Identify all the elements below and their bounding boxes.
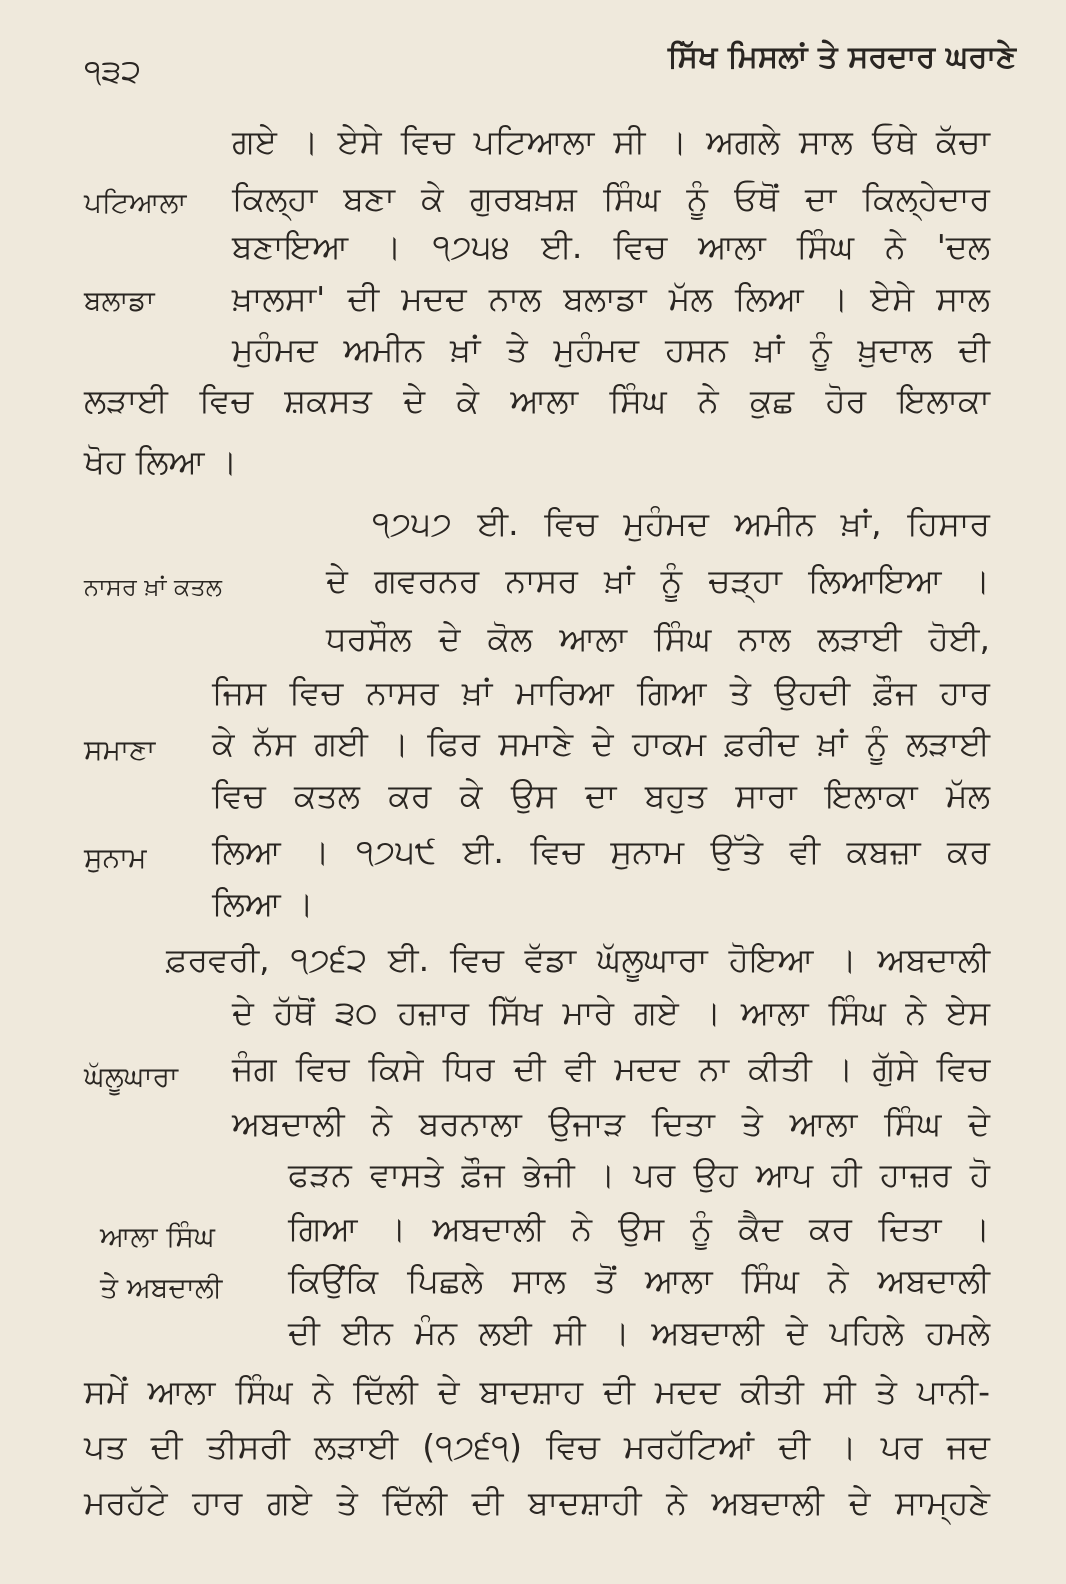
text-line: ਧਰਸੌਲ ਦੇ ਕੋਲ ਆਲਾ ਸਿੰਘ ਨਾਲ ਲੜਾਈ ਹੋਈ, bbox=[326, 619, 990, 658]
margin-note-patiala: ਪਟਿਆਲਾ bbox=[84, 186, 187, 219]
text-line: ਮੁਹੰਮਦ ਅਮੀਨ ਖ਼ਾਂ ਤੇ ਮੁਹੰਮਦ ਹਸਨ ਖ਼ਾਂ ਨੂੰ ਖ਼ੁਦਾਲ ਦੀ bbox=[232, 330, 990, 369]
text-line: ਦੇ ਹੱਥੋਂ ੩੦ ਹਜ਼ਾਰ ਸਿੱਖ ਮਾਰੇ ਗਏ । ਆਲਾ ਸਿੰਘ ਨੇ ਏਸ bbox=[232, 993, 990, 1032]
text-line: ੧੭੫੭ ਈ. ਵਿਚ ਮੁਹੰਮਦ ਅਮੀਨ ਖ਼ਾਂ, ਹਿਸਾਰ bbox=[372, 504, 990, 543]
text-line: ਬਣਾਇਆ । ੧੭੫੪ ਈ. ਵਿਚ ਆਲਾ ਸਿੰਘ ਨੇ 'ਦਲ bbox=[232, 227, 990, 266]
text-line: ਵਿਚ ਕਤਲ ਕਰ ਕੇ ਉਸ ਦਾ ਬਹੁਤ ਸਾਰਾ ਇਲਾਕਾ ਮੱਲ bbox=[212, 776, 990, 815]
text-line: ਦੇ ਗਵਰਨਰ ਨਾਸਰ ਖ਼ਾਂ ਨੂੰ ਚੜ੍ਹਾ ਲਿਆਇਆ । bbox=[326, 561, 990, 600]
text-line: ਗਿਆ । ਅਬਦਾਲੀ ਨੇ ਉਸ ਨੂੰ ਕੈਦ ਕਰ ਦਿਤਾ । bbox=[288, 1209, 990, 1248]
text-line: ਫੜਨ ਵਾਸਤੇ ਫ਼ੌਜ ਭੇਜੀ । ਪਰ ਉਹ ਆਪ ਹੀ ਹਾਜ਼ਰ ਹੋ bbox=[288, 1155, 990, 1194]
margin-note-nasar-khan-katal: ਨਾਸਰ ਖ਼ਾਂ ਕਤਲ bbox=[84, 573, 222, 601]
margin-note-sunam: ਸੁਨਾਮ bbox=[84, 841, 147, 874]
text-line: ਲੜਾਈ ਵਿਚ ਸ਼ਕਸਤ ਦੇ ਕੇ ਆਲਾ ਸਿੰਘ ਨੇ ਕੁਛ ਹੋਰ ਇਲਾਕਾ bbox=[84, 381, 990, 420]
text-line: ਜੰਗ ਵਿਚ ਕਿਸੇ ਧਿਰ ਦੀ ਵੀ ਮਦਦ ਨਾ ਕੀਤੀ । ਗੁੱਸੇ ਵਿਚ bbox=[232, 1049, 990, 1088]
text-line: ਖੋਹ ਲਿਆ । bbox=[84, 442, 238, 481]
page-number: ੧੩੨ bbox=[84, 52, 142, 90]
margin-note-ghallughara: ਘੱਲੂਘਾਰਾ bbox=[84, 1060, 178, 1093]
text-line: ਜਿਸ ਵਿਚ ਨਾਸਰ ਖ਼ਾਂ ਮਾਰਿਆ ਗਿਆ ਤੇ ਉਹਦੀ ਫ਼ੌਜ ਹਾਰ bbox=[212, 673, 990, 712]
text-line: ਦੀ ਈਨ ਮੰਨ ਲਈ ਸੀ । ਅਬਦਾਲੀ ਦੇ ਪਹਿਲੇ ਹਮਲੇ bbox=[288, 1313, 990, 1352]
text-line: ਗਏ । ਏਸੇ ਵਿਚ ਪਟਿਆਲਾ ਸੀ । ਅਗਲੇ ਸਾਲ ਓਥੇ ਕੱਚਾ bbox=[232, 122, 990, 161]
text-line: ਲਿਆ । ੧੭੫੯ ਈ. ਵਿਚ ਸੁਨਾਮ ਉੱਤੇ ਵੀ ਕਬਜ਼ਾ ਕਰ bbox=[212, 832, 990, 871]
text-line: ਕਿਲ੍ਹਾ ਬਣਾ ਕੇ ਗੁਰਬਖ਼ਸ਼ ਸਿੰਘ ਨੂੰ ਓਥੋਂ ਦਾ ਕਿਲ੍ਹੇਦਾਰ bbox=[232, 179, 990, 218]
text-line: ਖ਼ਾਲਸਾ' ਦੀ ਮਦਦ ਨਾਲ ਬਲਾਡਾ ਮੱਲ ਲਿਆ । ਏਸੇ ਸਾਲ bbox=[232, 279, 990, 318]
running-title: ਸਿੱਖ ਮਿਸਲਾਂ ਤੇ ਸਰਦਾਰ ਘਰਾਣੇ bbox=[667, 40, 1016, 75]
text-line: ਕਿਉਂਕਿ ਪਿਛਲੇ ਸਾਲ ਤੋਂ ਆਲਾ ਸਿੰਘ ਨੇ ਅਬਦਾਲੀ bbox=[288, 1261, 990, 1300]
text-line: ਸਮੇਂ ਆਲਾ ਸਿੰਘ ਨੇ ਦਿੱਲੀ ਦੇ ਬਾਦਸ਼ਾਹ ਦੀ ਮਦਦ ਕੀਤੀ ਸੀ ਤੇ ਪਾਨੀ- bbox=[84, 1372, 990, 1411]
text-line: ਫ਼ਰਵਰੀ, ੧੭੬੨ ਈ. ਵਿਚ ਵੱਡਾ ਘੱਲੂਘਾਰਾ ਹੋਇਆ । ਅਬਦਾਲੀ bbox=[166, 940, 990, 979]
text-line: ਪਤ ਦੀ ਤੀਸਰੀ ਲੜਾਈ (੧੭੬੧) ਵਿਚ ਮਰਹੱਟਿਆਂ ਦੀ । ਪਰ ਜਦ bbox=[84, 1427, 990, 1466]
text-line: ਕੇ ਨੱਸ ਗਈ । ਫਿਰ ਸਮਾਣੇ ਦੇ ਹਾਕਮ ਫ਼ਰੀਦ ਖ਼ਾਂ ਨੂੰ ਲੜਾਈ bbox=[212, 724, 990, 763]
margin-note-te-abdali: ਤੇ ਅਬਦਾਲੀ bbox=[100, 1271, 223, 1304]
margin-note-balada: ਬਲਾਡਾ bbox=[84, 284, 155, 317]
margin-note-samana: ਸਮਾਣਾ bbox=[84, 733, 156, 766]
text-line: ਅਬਦਾਲੀ ਨੇ ਬਰਨਾਲਾ ਉਜਾੜ ਦਿਤਾ ਤੇ ਆਲਾ ਸਿੰਘ ਦੇ bbox=[232, 1104, 990, 1143]
text-line: ਮਰਹੱਟੇ ਹਾਰ ਗਏ ਤੇ ਦਿੱਲੀ ਦੀ ਬਾਦਸ਼ਾਹੀ ਨੇ ਅਬਦਾਲੀ ਦੇ ਸਾਮ੍ਹਣੇ bbox=[84, 1483, 990, 1522]
text-line: ਲਿਆ । bbox=[212, 884, 314, 923]
margin-note-ala-singh: ਆਲਾ ਸਿੰਘ bbox=[100, 1220, 215, 1253]
